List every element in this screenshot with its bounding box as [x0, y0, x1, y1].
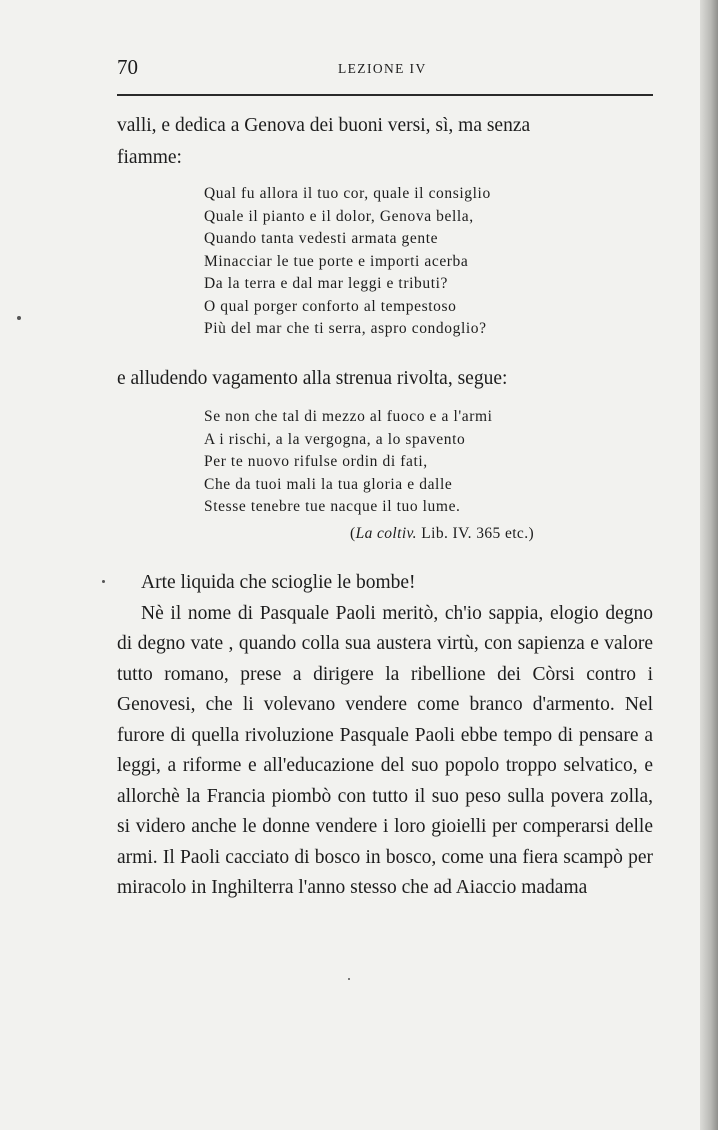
ink-speck: [348, 978, 350, 980]
poem-citation: [350, 525, 534, 543]
verse-line: Più del mar che ti serra, aspro condoglio?: [204, 320, 487, 337]
page-number: 70: [117, 55, 138, 79]
verse-line: Qual fu allora il tuo cor, quale il consiglio: [204, 185, 491, 202]
verse-line: O qual porger conforto al tempestoso: [204, 297, 457, 315]
intro-paragraph: [117, 110, 653, 173]
verse-line: Quando tanta vedesti armata gente: [204, 230, 439, 247]
verse-line: Da la terra e dal mar leggi e tributi?: [204, 275, 449, 292]
verse-line: Minacciar le tue porte e importi acerba: [204, 252, 469, 270]
header-rule: [117, 94, 653, 96]
transition-paragraph: e alludendo vagamento alla strenua rivolta, segue:: [117, 368, 508, 389]
citation-title: La coltiv.: [355, 525, 417, 542]
intro-line-2: fiamme:: [117, 146, 182, 168]
running-title: LEZIONE IV: [338, 61, 427, 76]
main-paragraph: Nè il nome di Pasquale Paoli meritò, ch'io sappia, elogio degno di degno vate , quando colla sua austera virtù, con sapienza e valore tutto romano, prese a dirigere la ribellione dei Còrsi contro i Genovesi, che li volevano vendere come branco d'armento. Nel furore di quella rivoluzione Pasquale Paoli ebbe tempo di pensare a leggi, a riforme e all'educazione del suo popolo troppo selvatico, e allorchè la Francia piombò con tutto il suo peso sulla povera zolla, si videro anche le donne vendere i loro gioielli per comperarsi delle armi. Il Paoli cacciato di bosco in bosco, come una fiera scampò per miracolo in Inghilterra l'anno stesso che ad Aiaccio madama: [117, 602, 653, 898]
verse-line: Quale il pianto e il dolor, Genova bella,: [204, 207, 474, 225]
citation-reference: Lib. IV. 365 etc.): [416, 525, 535, 542]
verse-line: A i rischi, a la vergogna, a lo spavento: [204, 430, 466, 448]
ink-speck: [102, 580, 105, 583]
exclamation-line: Arte liquida che scioglie le bombe!: [141, 572, 416, 593]
verse-line: Se non che tal di mezzo al fuoco e a l'armi: [204, 408, 493, 425]
page-header: [117, 55, 653, 85]
body-text: [117, 568, 653, 904]
verse-line: Per te nuovo rifulse ordin di fati,: [204, 453, 428, 470]
citation-open: (: [350, 525, 356, 542]
intro-line-1: valli, e dedica a Genova dei buoni versi, sì, ma senza: [117, 115, 531, 136]
poem-stanza-2: [204, 406, 493, 519]
ink-speck: [17, 316, 21, 320]
verse-line: Che da tuoi mali la tua gloria e dalle: [204, 475, 453, 493]
verse-line: Stesse tenebre tue nacque il tuo lume.: [204, 498, 461, 515]
poem-stanza-1: [204, 183, 491, 341]
page-gutter: [700, 0, 718, 1130]
